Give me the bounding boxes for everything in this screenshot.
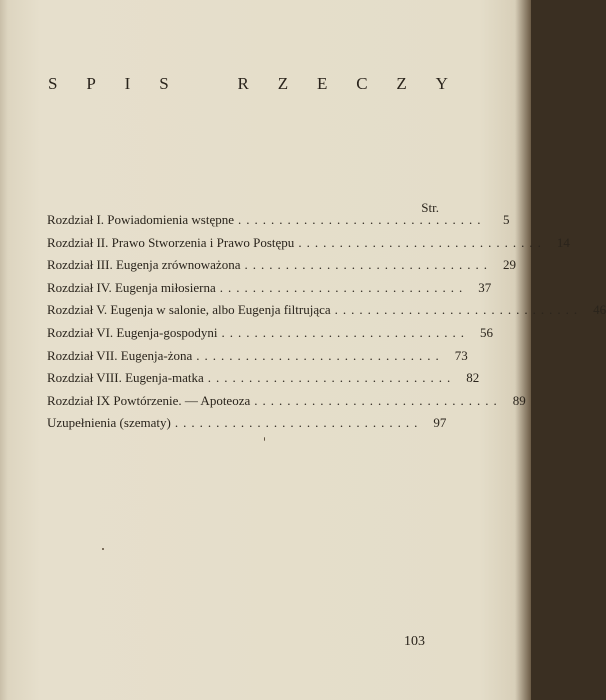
toc-entry-page: 82 [466,370,480,386]
toc-entry-page: 29 [502,257,516,273]
dot-leader: .............................. [244,257,492,273]
title-letter: P [86,74,96,93]
toc-entry-page: 14 [556,234,570,250]
toc-entry-page: 46 [593,302,606,318]
dot-leader: .............................. [221,324,470,340]
title-letter: Z [277,74,289,93]
toc-entry-label: Rozdział I. Powiadomienia wstępne [47,212,235,227]
dot-leader: .............................. [238,212,486,227]
toc-entry-label: Rozdział VIII. Eugenja-matka [47,370,204,386]
toc-entry-label: Rozdział V. Eugenja w salonie, albo Eugenja filtrująca [47,302,331,318]
toc-entry-label: Rozdział VII. Eugenja-żona [47,347,193,363]
toc-entry-label: Rozdział VI. Eugenja-gospodyni [47,324,218,340]
title-letter: E [316,74,328,93]
toc-entry-page: 73 [454,347,468,363]
dot-leader: .............................. [207,370,456,386]
table-of-contents [47,212,606,438]
title-letter: S [48,74,58,93]
toc-entry-page: 5 [503,212,510,227]
title-letter: C [356,74,368,93]
dot-leader: .............................. [196,347,444,363]
toc-entry-label: Uzupełnienia (szematy) [47,415,171,431]
page-number: 103 [404,634,425,649]
dot-leader: .............................. [334,302,583,318]
toc-entry-label: Rozdział II. Prawo Stworzenia i Prawo Postępu [47,234,295,250]
dot-leader: .............................. [254,392,502,408]
toc-entry [47,324,494,348]
toc-entry-label: Rozdział III. Eugenja zrównoważona [47,257,241,273]
toc-entry-page: 37 [478,279,492,295]
toc-entry [47,212,510,235]
toc-entry [47,370,480,393]
paper-speck [102,548,104,550]
dot-leader: .............................. [219,279,468,295]
dot-leader: .............................. [298,234,546,250]
title-letter: R [237,74,249,93]
title-letter: Y [435,74,448,93]
toc-entry [47,302,606,325]
toc-entry-page: 97 [433,415,447,431]
toc-entry-page: 89 [512,392,526,408]
toc-entry [47,415,447,438]
toc-entry [47,392,526,416]
paper-speck [264,437,265,441]
toc-entry [47,234,570,258]
title-letter: S [159,74,169,93]
page-column-header: Str. [421,200,439,215]
toc-entry [47,279,492,303]
toc-entry [47,257,516,280]
toc-entry-label: Rozdział IX Powtórzenie. — Apoteoza [47,392,251,408]
title-letter: Z [396,74,407,93]
toc-entry-label: Rozdział IV. Eugenja miłosierna [47,279,216,295]
toc-entry [47,347,468,371]
page-title [48,74,448,94]
dot-leader: .............................. [174,415,423,431]
title-letter: I [124,74,131,93]
toc-entry-page: 56 [480,324,494,340]
